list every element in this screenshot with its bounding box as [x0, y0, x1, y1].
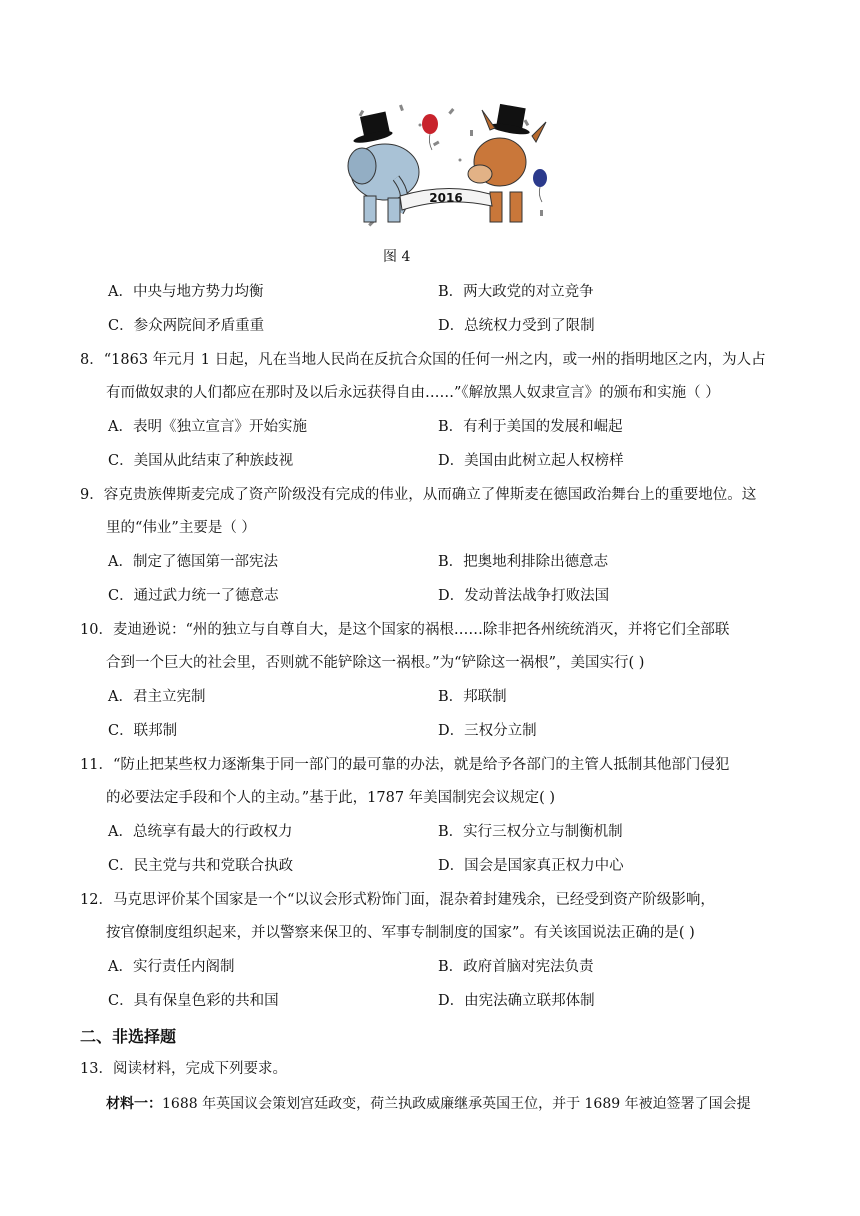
q11-option-a: A．总统享有最大的行政权力	[108, 824, 293, 840]
q11-option-d: D．国会是国家真正权力中心	[438, 858, 624, 874]
material-text: 1688 年英国议会策划宫廷政变，荷兰执政威廉继承英国王位，并于 1689 年被迫签署了国会提	[162, 1096, 751, 1112]
q11-option-c: C．民主党与共和党联合执政	[108, 858, 294, 874]
q12-option-a: A．实行责任内阁制	[108, 959, 235, 975]
q8-option-a: A．表明《独立宣言》开始实施	[108, 419, 307, 435]
q9-option-b: B．把奥地利排除出德意志	[438, 554, 609, 570]
q8-option-b: B．有利于美国的发展和崛起	[438, 419, 623, 435]
q9-option-c: C．通过武力统一了德意志	[108, 588, 279, 604]
q8-stem-line2: 有而做奴隶的人们都应在那时及以后永远获得自由……”《解放黑人奴隶宣言》的颁布和实施（ ）	[106, 385, 720, 401]
q10-option-a: A．君主立宪制	[108, 689, 206, 705]
q7-option-b: B．两大政党的对立竞争	[438, 284, 594, 300]
q7-option-d: D．总统权力受到了限制	[438, 318, 595, 334]
q9-option-a: A．制定了德国第一部宪法	[108, 554, 278, 570]
q8-option-d: D．美国由此树立起人权榜样	[438, 453, 624, 469]
q7-option-c: C．参众两院间矛盾重重	[108, 318, 265, 334]
q10-stem-line2: 合到一个巨大的社会里，否则就不能铲除这一祸根。”为“铲除这一祸根”，美国实行( )	[106, 655, 645, 671]
q12-stem-line1: 12．马克思评价某个国家是一个“以议会形式粉饰门面，混杂着封建残余，已经受到资产阶级影响，	[80, 892, 715, 908]
q10-option-d: D．三权分立制	[438, 723, 537, 739]
cartoon-figure	[340, 100, 552, 240]
q13-material-line	[106, 1094, 751, 1114]
q9-option-d: D．发动普法战争打败法国	[438, 588, 610, 604]
q9-stem-line1: 9．容克贵族俾斯麦完成了资产阶级没有完成的伟业，从而确立了俾斯麦在德国政治舞台上的重要地位。这	[80, 487, 757, 503]
q12-option-c: C．具有保皇色彩的共和国	[108, 993, 279, 1009]
q7-option-a: A．中央与地方势力均衡	[108, 284, 264, 300]
year-badge-text: 2016	[429, 191, 463, 205]
q8-stem-line1: 8．“1863 年元月 1 日起，凡在当地人民尚在反抗合众国的任何一州之内，或一州的指明地区之内，为人占	[80, 352, 766, 368]
q8-option-c: C．美国从此结束了种族歧视	[108, 453, 294, 469]
q10-option-b: B．邦联制	[438, 689, 507, 705]
section-heading: 二、非选择题	[80, 1027, 177, 1046]
q13-stem: 13．阅读材料，完成下列要求。	[80, 1061, 287, 1077]
q12-stem-line2: 按官僚制度组织起来，并以警察来保卫的、军事专制制度的国家”。有关该国说法正确的是( )	[106, 925, 695, 941]
q10-stem-line1: 10．麦迪逊说：“州的独立与自尊自大，是这个国家的祸根……除非把各州统统消灭，并将它们全部联	[80, 622, 730, 638]
material-label: 材料一：	[106, 1096, 162, 1112]
blue-balloon	[533, 169, 547, 202]
figure-caption: 图 4	[383, 249, 411, 265]
q11-stem-line1: 11．“防止把某些权力逐渐集于同一部门的最可靠的办法，就是给予各部门的主管人抵制其他部门侵犯	[80, 757, 730, 773]
year-banner	[400, 188, 492, 210]
q12-option-b: B．政府首脑对宪法负责	[438, 959, 594, 975]
q12-option-d: D．由宪法确立联邦体制	[438, 993, 595, 1009]
donkey-figure	[468, 104, 546, 222]
q11-option-b: B．实行三权分立与制衡机制	[438, 824, 623, 840]
q10-option-c: C．联邦制	[108, 723, 178, 739]
q9-stem-line2: 里的“伟业”主要是（ ）	[106, 520, 256, 536]
q11-stem-line2: 的必要法定手段和个人的主动。”基于此，1787 年美国制宪会议规定( )	[106, 790, 556, 806]
